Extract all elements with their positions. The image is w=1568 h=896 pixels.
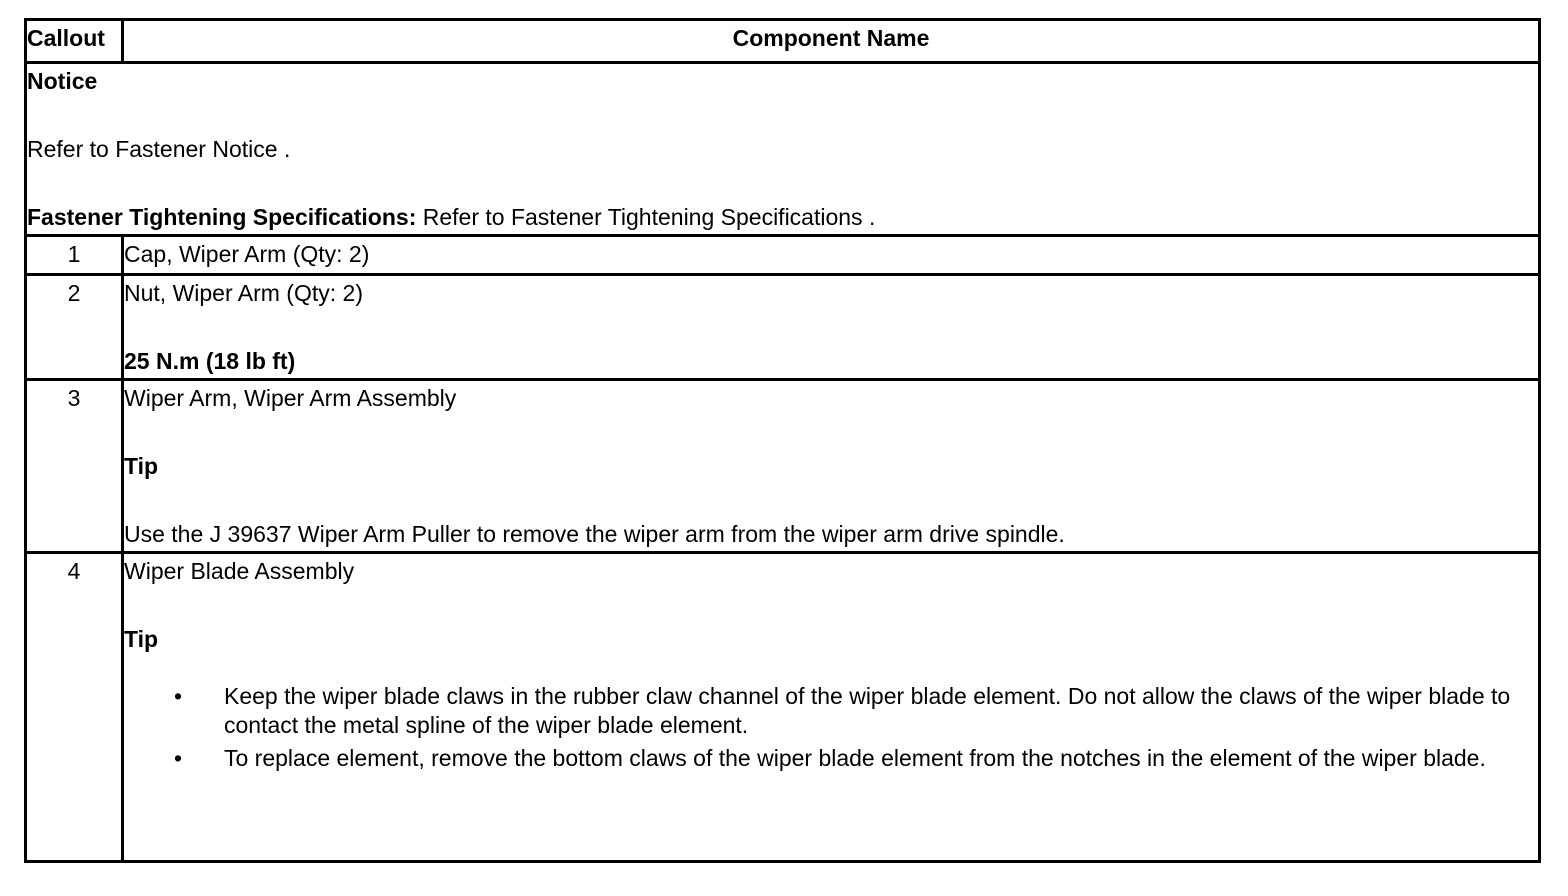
list-item xyxy=(174,682,1538,740)
tip-text: Use the J 39637 Wiper Arm Puller to remove the wiper arm from the wiper arm drive spindle. xyxy=(124,521,1065,547)
bullet-text: Keep the wiper blade claws in the rubber claw channel of the wiper blade element. Do not allow the claws of the wiper blade to contact the metal spline of the wiper blade element. xyxy=(224,683,1511,738)
callout-number: 2 xyxy=(26,275,123,380)
callout-number: 1 xyxy=(26,236,123,275)
callout-number: 4 xyxy=(26,553,123,862)
notice-cell xyxy=(26,63,1540,236)
component-cell xyxy=(123,275,1540,380)
component-cell xyxy=(123,553,1540,862)
notice-title: Notice xyxy=(27,68,98,94)
torque-spec: 25 N.m (18 lb ft) xyxy=(124,348,296,374)
bullet-icon: • xyxy=(174,683,183,709)
component-cell xyxy=(123,380,1540,553)
notice-row xyxy=(26,63,1540,236)
component-name-header: Component Name xyxy=(123,20,1540,63)
table-row xyxy=(26,553,1540,862)
callout-number: 3 xyxy=(26,380,123,553)
table-row xyxy=(26,236,1540,275)
tightening-spec-label: Fastener Tightening Specifications: xyxy=(27,204,417,230)
table-row xyxy=(26,380,1540,553)
component-table xyxy=(24,18,1541,863)
tightening-spec xyxy=(27,200,1538,234)
component-name: Nut, Wiper Arm (Qty: 2) xyxy=(124,280,363,306)
notice-text: Refer to Fastener Notice . xyxy=(27,136,291,162)
component-name: Wiper Arm, Wiper Arm Assembly xyxy=(124,385,457,411)
table-row xyxy=(26,275,1540,380)
tip-label: Tip xyxy=(124,626,159,652)
callout-header: Callout xyxy=(26,20,123,63)
list-item xyxy=(174,744,1538,773)
component-name: Wiper Blade Assembly xyxy=(124,558,355,584)
component-name: Cap, Wiper Arm (Qty: 2) xyxy=(123,236,1540,275)
header-row xyxy=(26,20,1540,63)
tip-label: Tip xyxy=(124,453,159,479)
bullet-text: To replace element, remove the bottom claws of the wiper blade element from the notches in the element of the wiper blade. xyxy=(224,745,1486,771)
tip-bullet-list xyxy=(124,682,1538,773)
tightening-spec-text: Refer to Fastener Tightening Specifications . xyxy=(416,204,876,230)
bullet-icon: • xyxy=(174,745,183,771)
